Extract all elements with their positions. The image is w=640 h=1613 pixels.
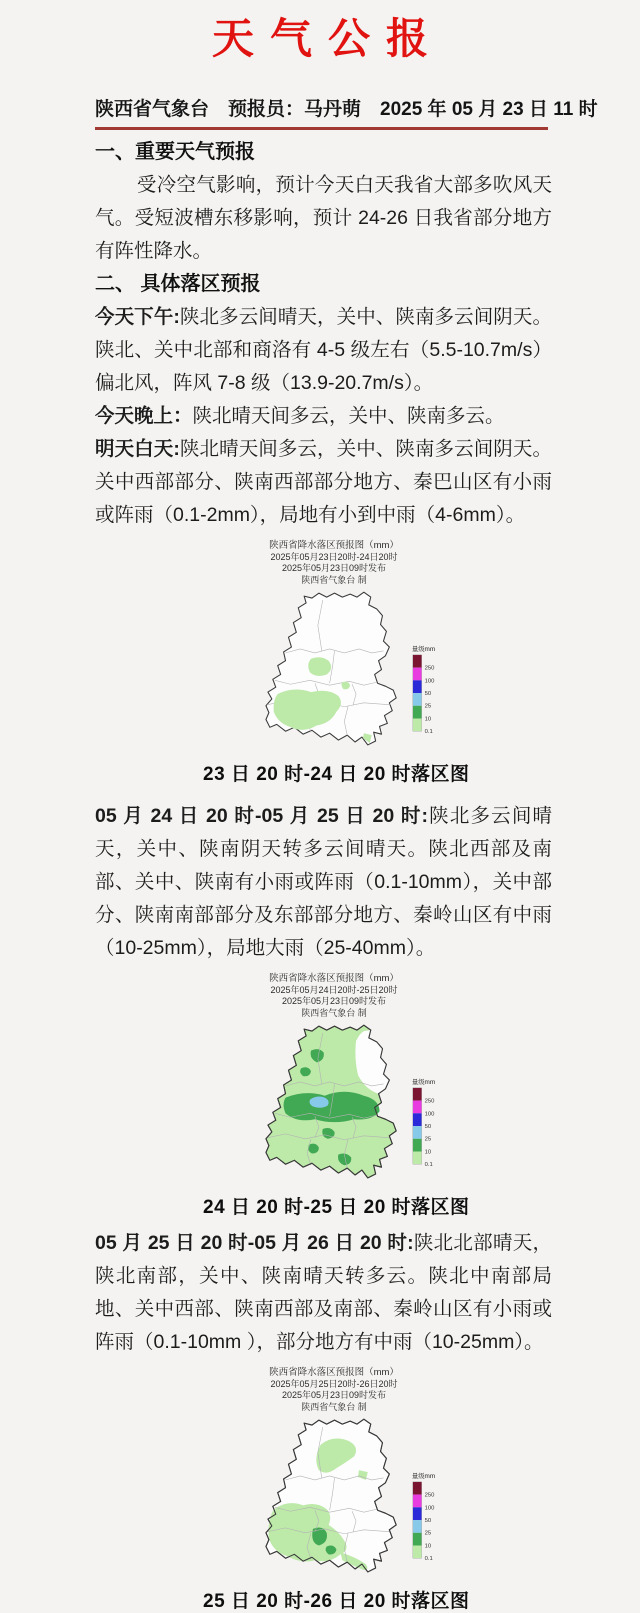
forecast-label: 明天白天: bbox=[95, 438, 180, 460]
legend-label: 50 bbox=[424, 1518, 431, 1524]
legend-label: 0.1 bbox=[424, 1162, 433, 1169]
legend-label: 250 bbox=[424, 665, 434, 672]
legend-swatch bbox=[412, 1101, 421, 1114]
precip-map-figure-3 bbox=[203, 1367, 470, 1613]
page-title: 天气公报 bbox=[211, 15, 444, 62]
map-issued: 2025年05月23日09时发布 bbox=[281, 563, 387, 573]
map-legend bbox=[411, 1077, 434, 1168]
legend-swatch bbox=[412, 1520, 421, 1533]
forecast-label: 今天下午: bbox=[95, 306, 180, 328]
legend-swatch bbox=[412, 668, 421, 681]
legend-title: 量级mm bbox=[411, 1472, 435, 1480]
map-credit: 陕西省气象台 制 bbox=[301, 1401, 367, 1412]
map-header bbox=[203, 1367, 465, 1413]
bulletin-body bbox=[0, 136, 640, 532]
forecast-label: 今天晚上： bbox=[95, 405, 193, 427]
section-two-heading: 二、 具体落区预报 bbox=[95, 273, 261, 295]
map-caption: 24 日 20 时-25 日 20 时落区图 bbox=[203, 1197, 470, 1218]
forecast-paragraph-today-pm bbox=[95, 301, 552, 400]
legend-label: 50 bbox=[424, 1124, 431, 1130]
map-title: 陕西省降水落区预报图（mm） bbox=[269, 973, 399, 984]
legend-label: 100 bbox=[424, 1111, 434, 1118]
legend-swatch bbox=[412, 655, 421, 668]
map-period: 2025年05月24日20时-25日20时 bbox=[270, 984, 398, 995]
precip-map-figure-2 bbox=[203, 973, 470, 1219]
section-one-paragraph bbox=[95, 169, 552, 268]
map-caption: 23 日 20 时-24 日 20 时落区图 bbox=[203, 764, 470, 785]
legend-swatch bbox=[412, 1139, 421, 1152]
legend-label: 250 bbox=[424, 1492, 434, 1499]
map-legend bbox=[411, 1471, 434, 1562]
map-legend bbox=[411, 644, 434, 735]
map-issued: 2025年05月23日09时发布 bbox=[281, 1390, 387, 1400]
legend-swatch bbox=[412, 1495, 421, 1508]
map-header bbox=[203, 540, 465, 586]
legend-swatch bbox=[412, 1546, 421, 1559]
map-credit: 陕西省气象台 制 bbox=[301, 574, 367, 585]
map-title: 陕西省降水落区预报图（mm） bbox=[269, 1367, 399, 1378]
legend-label: 25 bbox=[424, 1530, 431, 1537]
section-one-text: 受冷空气影响，预计今天白天我省大部多吹风天气。受短波槽东移影响，预计 24-26 日我省部分地方有阵性降水。 bbox=[95, 174, 552, 262]
legend-swatch bbox=[412, 1113, 421, 1126]
legend-label: 100 bbox=[424, 1505, 434, 1512]
shaanxi-map-svg-2 bbox=[217, 1021, 452, 1188]
forecast-text: 陕北晴天间多云，关中、陕南多云。 bbox=[192, 405, 505, 427]
legend-swatch bbox=[412, 680, 421, 693]
legend-swatch bbox=[412, 1482, 421, 1495]
shaanxi-map-svg-1 bbox=[217, 588, 452, 755]
map-period: 2025年05月23日20时-24日20时 bbox=[270, 551, 398, 562]
legend-label: 50 bbox=[424, 691, 431, 697]
legend-swatch bbox=[412, 1152, 421, 1165]
legend-label: 25 bbox=[424, 1136, 431, 1143]
forecast-label: 05 月 24 日 20 时-05 月 25 日 20 时: bbox=[95, 805, 428, 827]
legend-title: 量级mm bbox=[411, 1078, 435, 1086]
map-credit: 陕西省气象台 制 bbox=[301, 1007, 367, 1018]
forecast-paragraph-25-26 bbox=[0, 1227, 640, 1359]
precip-map-figure-1 bbox=[203, 540, 470, 786]
map-issued: 2025年05月23日09时发布 bbox=[281, 996, 387, 1006]
map-title: 陕西省降水落区预报图（mm） bbox=[269, 540, 399, 551]
weather-bulletin-page bbox=[0, 6, 640, 1613]
legend-label: 10 bbox=[424, 1543, 431, 1550]
forecast-text: 陕北多云间晴天，关中、陕南阴天转多云间晴天。陕北西部及南部、关中、陕南有小雨或阵雨（0.1-10mm），关中部分、陕南南部部分及东部部分地方、秦岭山区有中雨（10-25mm），局地大雨（25-40mm）。 bbox=[95, 805, 552, 959]
forecast-label: 05 月 25 日 20 时-05 月 26 日 20 时: bbox=[95, 1232, 414, 1254]
issuer-text: 陕西省气象台 预报员：马丹萌 2025 年 05 月 23 日 11 时 bbox=[95, 99, 598, 120]
legend-label: 250 bbox=[424, 1098, 434, 1105]
legend-swatch bbox=[412, 1088, 421, 1101]
forecast-paragraph-tomorrow bbox=[95, 433, 552, 532]
map-header bbox=[203, 973, 465, 1019]
legend-title: 量级mm bbox=[411, 645, 435, 653]
legend-swatch bbox=[412, 693, 421, 706]
legend-label: 0.1 bbox=[424, 1556, 433, 1563]
legend-swatch bbox=[412, 719, 421, 732]
issuer-line bbox=[95, 94, 598, 130]
legend-swatch bbox=[412, 1126, 421, 1139]
section-one-heading: 一、重要天气预报 bbox=[95, 141, 255, 163]
forecast-text: 陕北北部晴天，陕北南部，关中、陕南晴天转多云。陕北中南部局地、关中西部、陕南西部及南部、秦岭山区有小雨或阵雨（0.1-10mm ），部分地方有中雨（10-25mm）。 bbox=[95, 1232, 552, 1353]
map-caption: 25 日 20 时-26 日 20 时落区图 bbox=[203, 1591, 470, 1612]
legend-label: 10 bbox=[424, 716, 431, 723]
legend-swatch bbox=[412, 1533, 421, 1546]
forecast-paragraph-24-25 bbox=[0, 800, 640, 965]
forecast-paragraph-tonight bbox=[95, 400, 552, 433]
forecast-text: 陕北晴天间多云，关中、陕南多云间阴天。关中西部部分、陕南西部部分地方、秦巴山区有小雨或阵雨（0.1-2mm），局地有小到中雨（4-6mm）。 bbox=[95, 438, 552, 526]
legend-swatch bbox=[412, 706, 421, 719]
map-period: 2025年05月25日20时-26日20时 bbox=[270, 1378, 398, 1389]
legend-swatch bbox=[412, 1507, 421, 1520]
legend-label: 25 bbox=[424, 703, 431, 710]
shaanxi-map-svg-3 bbox=[217, 1415, 452, 1582]
legend-label: 100 bbox=[424, 678, 434, 685]
forecast-text: 陕北多云间晴天，关中、陕南多云间阴天。陕北、关中北部和商洛有 4-5 级左右（5.5-10.7m/s）偏北风，阵风 7-8 级（13.9-20.7m/s）。 bbox=[95, 306, 552, 394]
legend-label: 10 bbox=[424, 1149, 431, 1156]
legend-label: 0.1 bbox=[424, 729, 433, 736]
